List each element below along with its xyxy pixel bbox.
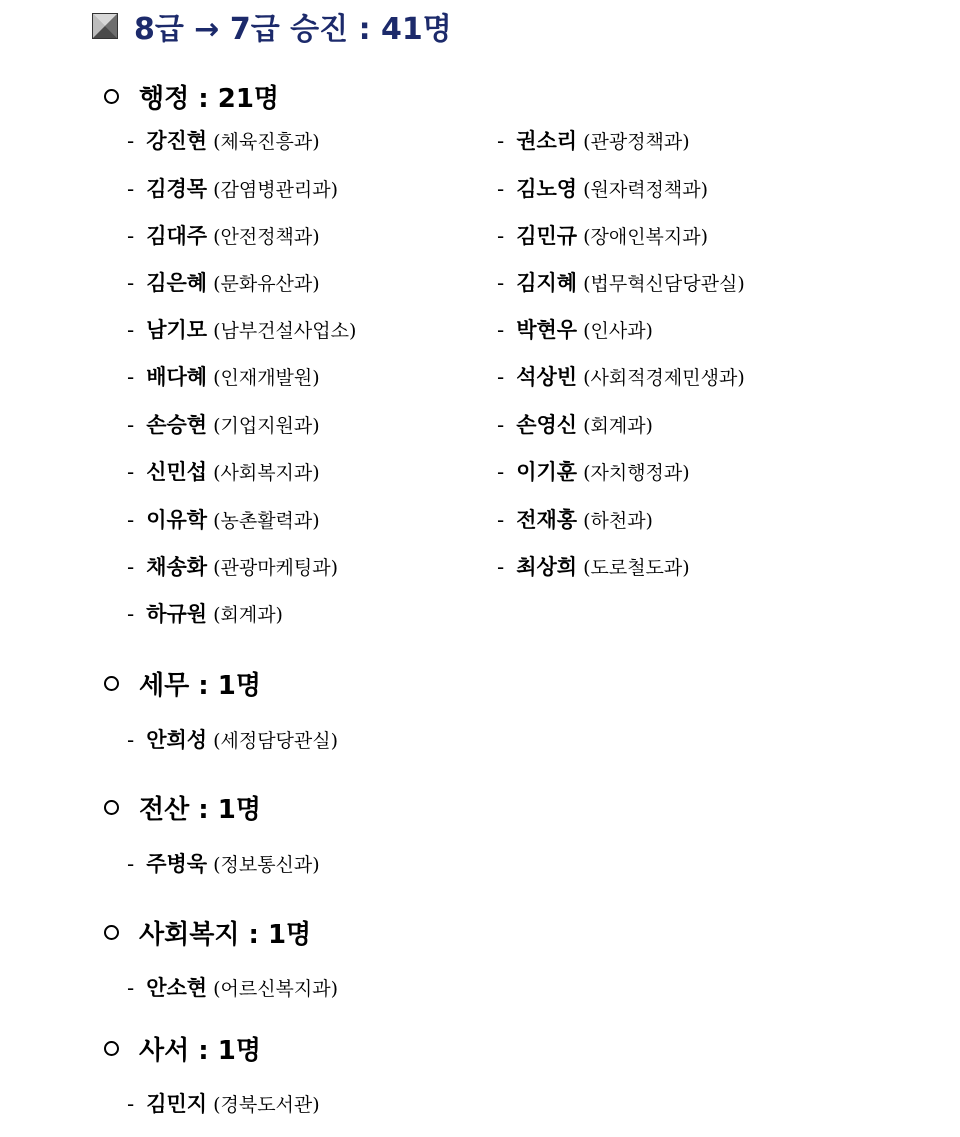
list-dash: -	[497, 129, 505, 153]
section-heading	[104, 914, 311, 951]
person-name: 안희성	[146, 727, 208, 752]
circle-bullet-icon	[104, 676, 119, 691]
list-item	[497, 361, 745, 391]
person-name: 김경목	[146, 176, 208, 201]
person-name: 김노영	[516, 176, 578, 201]
page-title-row	[92, 8, 452, 47]
person-name: 채송화	[146, 554, 208, 579]
person-name: 박현우	[516, 317, 578, 342]
person-name: 배다혜	[146, 364, 208, 389]
list-item	[497, 267, 745, 297]
list-dash: -	[497, 177, 505, 201]
list-item	[127, 551, 338, 581]
circle-bullet-icon	[104, 800, 119, 815]
list-item	[127, 504, 320, 534]
department-name: (관광정책과)	[583, 131, 690, 153]
list-dash: -	[497, 413, 505, 437]
department-name: (사회적경제민생과)	[583, 367, 745, 389]
square-bullet-icon	[92, 13, 118, 39]
list-item	[127, 173, 338, 203]
department-name: (인사과)	[583, 320, 653, 342]
circle-bullet-icon	[104, 89, 119, 104]
list-item	[127, 456, 320, 486]
list-item	[127, 267, 320, 297]
list-dash: -	[127, 602, 135, 626]
person-name: 이기훈	[516, 459, 578, 484]
department-name: (세정담당관실)	[213, 730, 339, 752]
person-name: 전재홍	[516, 507, 578, 532]
person-name: 이유학	[146, 507, 208, 532]
section-heading-text: 행정 : 21명	[139, 84, 280, 114]
person-name: 손영신	[516, 412, 578, 437]
section-heading-text: 사서 : 1명	[139, 1036, 261, 1066]
department-name: (감염병관리과)	[213, 179, 339, 201]
section-heading	[104, 665, 261, 702]
list-item	[127, 125, 320, 155]
page-title: 8급 → 7급 승진 : 41명	[134, 12, 452, 47]
department-name: (법무혁신담당관실)	[583, 273, 745, 295]
list-item	[497, 456, 690, 486]
person-name: 권소리	[516, 128, 578, 153]
list-item	[497, 314, 653, 344]
department-name: (정보통신과)	[213, 854, 320, 876]
department-name: (회계과)	[583, 415, 653, 437]
list-item	[497, 173, 708, 203]
person-name: 김은혜	[146, 270, 208, 295]
list-dash: -	[127, 976, 135, 1000]
list-dash: -	[127, 224, 135, 248]
section-heading	[104, 789, 261, 826]
list-item	[127, 314, 356, 344]
list-item	[127, 1088, 320, 1118]
section-heading	[104, 78, 279, 115]
person-name: 김민규	[516, 223, 578, 248]
department-name: (인재개발원)	[213, 367, 320, 389]
person-name: 신민섭	[146, 459, 208, 484]
list-dash: -	[127, 413, 135, 437]
department-name: (경북도서관)	[213, 1094, 320, 1116]
list-item	[497, 125, 690, 155]
list-dash: -	[127, 852, 135, 876]
list-item	[127, 220, 320, 250]
list-dash: -	[127, 1092, 135, 1116]
list-item	[127, 848, 320, 878]
person-name: 하규원	[146, 601, 208, 626]
person-name: 강진현	[146, 128, 208, 153]
list-dash: -	[127, 318, 135, 342]
department-name: (도로철도과)	[583, 557, 690, 579]
list-dash: -	[497, 271, 505, 295]
person-name: 최상희	[516, 554, 578, 579]
list-dash: -	[497, 460, 505, 484]
department-name: (원자력정책과)	[583, 179, 709, 201]
section-heading-text: 사회복지 : 1명	[139, 920, 312, 950]
person-name: 남기모	[146, 317, 208, 342]
section-heading	[104, 1030, 261, 1067]
person-name: 김지혜	[516, 270, 578, 295]
list-dash: -	[497, 318, 505, 342]
department-name: (관광마케팅과)	[213, 557, 339, 579]
person-name: 김민지	[146, 1091, 208, 1116]
department-name: (체육진흥과)	[213, 131, 320, 153]
list-dash: -	[497, 365, 505, 389]
department-name: (남부건설사업소)	[213, 320, 357, 342]
department-name: (회계과)	[213, 604, 283, 626]
list-dash: -	[497, 508, 505, 532]
list-dash: -	[127, 460, 135, 484]
circle-bullet-icon	[104, 925, 119, 940]
list-dash: -	[127, 365, 135, 389]
department-name: (기업지원과)	[213, 415, 320, 437]
list-item	[497, 220, 708, 250]
list-item	[127, 972, 338, 1002]
list-item	[127, 409, 320, 439]
department-name: (자치행정과)	[583, 462, 690, 484]
list-dash: -	[497, 555, 505, 579]
list-item	[497, 551, 690, 581]
section-heading-text: 전산 : 1명	[139, 795, 261, 825]
department-name: (장애인복지과)	[583, 226, 709, 248]
department-name: (사회복지과)	[213, 462, 320, 484]
person-name: 석상빈	[516, 364, 578, 389]
circle-bullet-icon	[104, 1041, 119, 1056]
list-dash: -	[497, 224, 505, 248]
list-dash: -	[127, 177, 135, 201]
list-item	[127, 724, 338, 754]
department-name: (농촌활력과)	[213, 510, 320, 532]
list-item	[127, 598, 283, 628]
list-item	[497, 409, 653, 439]
section-heading-text: 세무 : 1명	[139, 671, 261, 701]
list-dash: -	[127, 129, 135, 153]
department-name: (어르신복지과)	[213, 978, 339, 1000]
list-item	[127, 361, 320, 391]
person-name: 주병욱	[146, 851, 208, 876]
department-name: (문화유산과)	[213, 273, 320, 295]
list-dash: -	[127, 728, 135, 752]
list-dash: -	[127, 555, 135, 579]
person-name: 김대주	[146, 223, 208, 248]
person-name: 안소현	[146, 975, 208, 1000]
list-dash: -	[127, 271, 135, 295]
list-item	[497, 504, 653, 534]
department-name: (안전정책과)	[213, 226, 320, 248]
person-name: 손승현	[146, 412, 208, 437]
list-dash: -	[127, 508, 135, 532]
department-name: (하천과)	[583, 510, 653, 532]
